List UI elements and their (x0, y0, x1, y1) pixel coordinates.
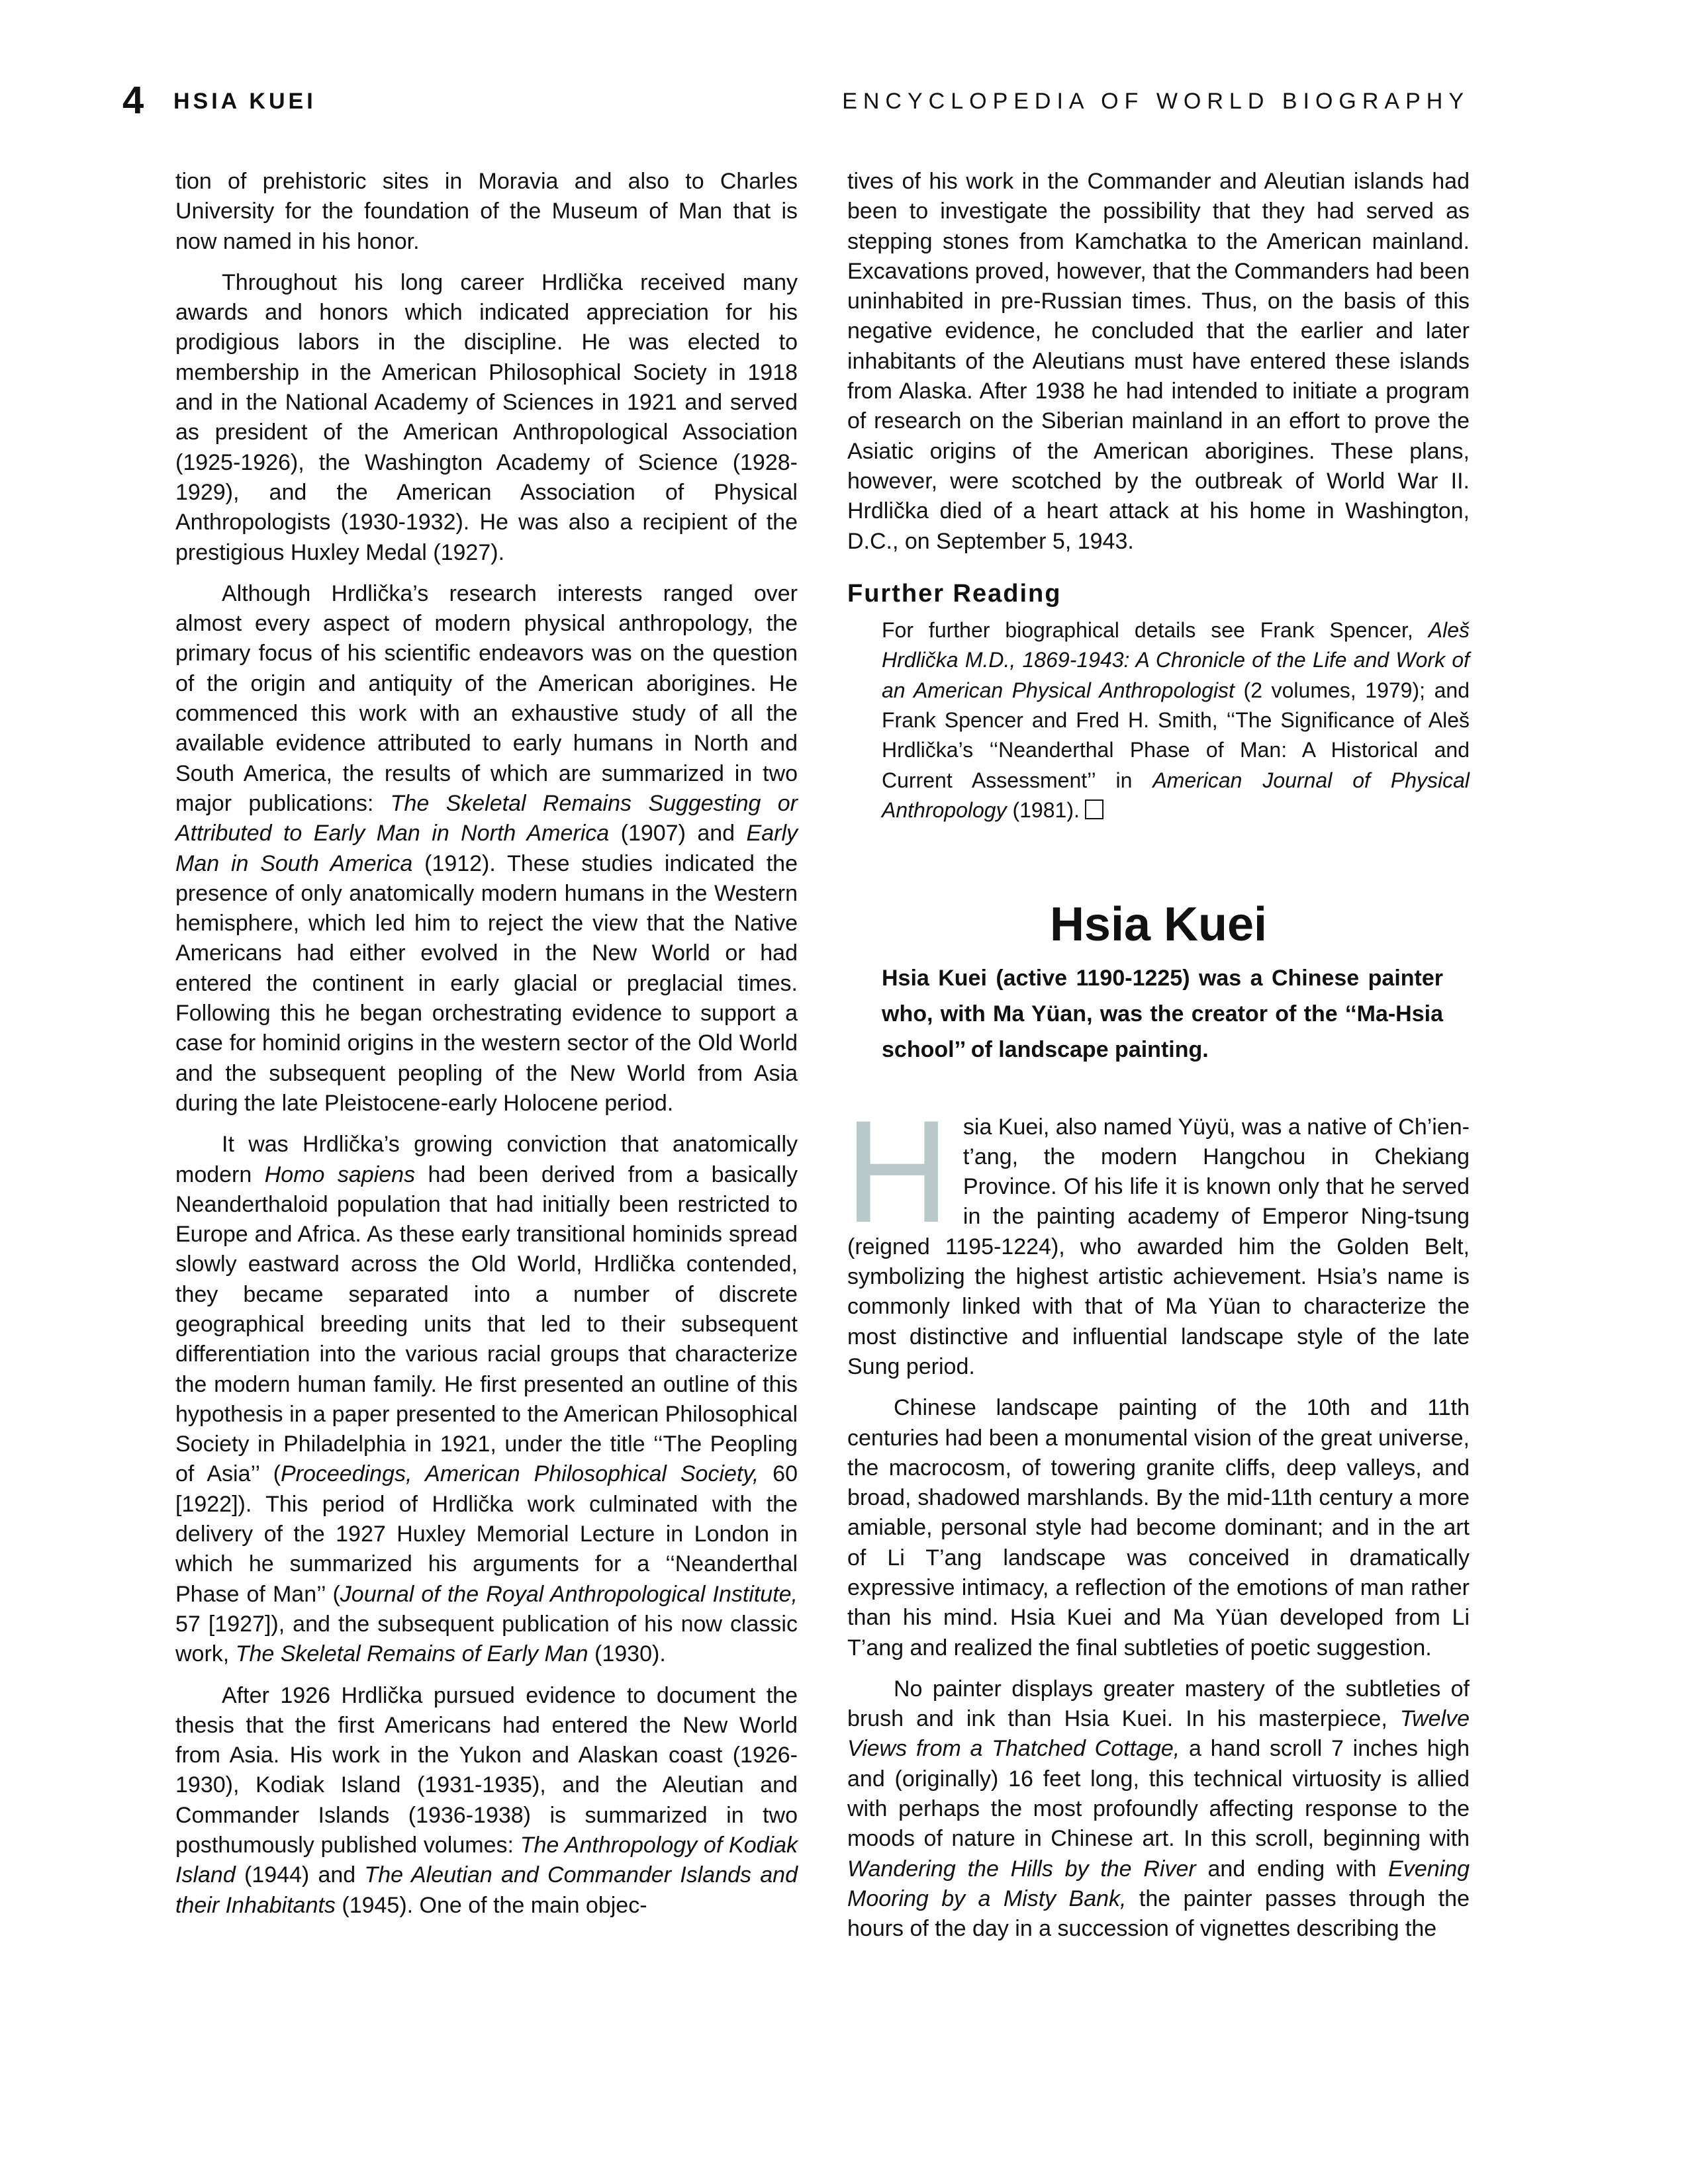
italic-title: Evening Mooring by a Misty Bank, (847, 1856, 1470, 1911)
text-run: For further biographical details see Frank Spencer, (882, 618, 1429, 643)
paragraph (175, 1681, 798, 1921)
end-of-article-box-icon (1085, 799, 1103, 819)
article-summary: Hsia Kuei (active 1190-1225) was a Chinese painter who, with Ma Yüan, was the creator of the ‘‘Ma-Hsia school’’ of landscape painting. (882, 965, 1443, 1062)
paragraph (847, 1393, 1470, 1663)
previous-article-continuation (847, 167, 1470, 557)
text-run: had been derived from a basically Neanderthaloid population that had initially been restricted to Europe and Africa. As these early transitional hominids spread slowly eastward across the Old World, Hrdlička contended, they became separated into a number of discrete geographical breeding units that led to their subsequent differentiation into the various racial groups that characterize the modern human family. He first presented an outline of this hypothesis in a paper presented to the American Philosophical Society in Philadelphia in 1921, under the title ‘‘The Peopling of Asia’’ ( (175, 1161, 798, 1487)
italic-title: Early Man in South America (175, 821, 798, 876)
text-run: tives of his work in the Commander and Aleutian islands had been to investigate the possibility that they had served as stepping stones from Kamchatka to the American mainland. Excavations proved, however, that the Commanders had been uninhabited in pre-Russian times. Thus, on the basis of this negative evidence, he concluded that the earlier and later inhabitants of the Aleutians must have entered these islands from Alaska. After 1938 he had intended to initiate a program of research on the Siberian mainland in an effort to prove the Asiatic origins of the American aborigines. These plans, however, were scotched by the outbreak of World War II. Hrdlička died of a heart attack at his home in Washington, D.C., on September 5, 1943. (847, 169, 1470, 554)
text-run: It was Hrdlička’s growing conviction that anatomically modern (175, 1132, 798, 1187)
drop-cap: H (845, 1089, 950, 1253)
article-title: Hsia Kuei (1049, 898, 1268, 952)
italic-title: The Skeletal Remains Suggesting or Attributed to Early Man in North America (175, 790, 798, 846)
text-run: tion of prehistoric sites in Moravia and also to Charles University for the foundation of the Museum of Man that is now named in his honor. (175, 169, 798, 254)
italic-title: The Skeletal Remains of Early Man (235, 1641, 588, 1667)
text-run: Although Hrdlička’s research interests ranged over almost every aspect of modern physical anthropology, the primary focus of his scientific endeavors was on the question of the origin and antiquity of the American aborigines. He commenced this work with an exhaustive study of all the available evidence attributed to early humans in North and South America, the results of which are summarized in two major publications: (175, 580, 798, 816)
text-run: a hand scroll 7 inches high and (originally) 16 feet long, this technical virtuosity is allied with perhaps the most profoundly affecting response to the moods of nature in Chinese art. In this scroll, beginning with (847, 1736, 1470, 1852)
text-run: and ending with (1196, 1856, 1389, 1882)
text-run: No painter displays greater mastery of the subtleties of brush and ink than Hsia Kuei. In his masterpiece, (847, 1676, 1470, 1732)
right-column (847, 167, 1470, 1956)
text-run: Throughout his long career Hrdlička received many awards and honors which indicated appreciation for his prodigious labors in the discipline. He was elected to membership in the American Philosophical Society in 1918 and in the National Academy of Sciences in 1921 and served as president of the American Anthropological Association (1925-1926), the Washington Academy of Science (1928-1929), and the American Association of Physical Anthropologists (1930-1932). He was also a recipient of the prestigious Huxley Medal (1927). (175, 269, 798, 565)
page-number: 4 (122, 79, 144, 122)
text-run: (1930). (588, 1641, 666, 1667)
italic-title: Twelve Views from a Thatched Cottage, (847, 1706, 1470, 1762)
running-title: HSIA KUEI (173, 89, 316, 114)
article-body (845, 1089, 1470, 1944)
italic-title: Aleš Hrdlička M.D., 1869-1943: A Chronicle of the Life and Work of an American Physical Anthropologist (882, 618, 1470, 702)
paragraph (175, 1130, 798, 1669)
text-run: (1907) and (609, 821, 747, 846)
paragraph (175, 579, 798, 1118)
text-run: (1981). (1006, 797, 1080, 822)
text-run: 57 [1927]), and the subsequent publication of his now classic work, (175, 1611, 798, 1667)
italic-title: American Journal of Physical Anthropology (882, 768, 1470, 822)
paragraph (847, 167, 1470, 557)
further-reading-heading: Further Reading (847, 579, 1062, 608)
text-run: After 1926 Hrdlička pursued evidence to document the thesis that the first Americans had entered the New World from Asia. His work in the Yukon and Alaskan coast (1926-1930), Kodiak Island (1931-1935), and the Aleutian and Commander Islands (1936-1938) is summarized in two posthumously published volumes: (175, 1682, 798, 1858)
italic-title: Wandering the Hills by the River (847, 1856, 1196, 1882)
text-run: (1944) and (235, 1862, 365, 1888)
italic-title: Homo sapiens (264, 1161, 416, 1187)
italic-title: The Aleutian and Commander Islands and their Inhabitants (175, 1862, 798, 1918)
text-run: Chinese landscape painting of the 10th and 11th centuries had been a monumental vision of the great universe, the macrocosm, of towering granite cliffs, deep valleys, and broad, shadowed marshlands. By the mid-11th century a more amiable, personal style had become dominant; and in the art of Li T’ang landscape was conceived in dramatically expressive intimacy, a reflection of the emotions of man rather than his mind. Hsia Kuei and Ma Yüan developed from Li T’ang and realized the final subtleties of poetic suggestion. (847, 1395, 1470, 1661)
text-run: (2 volumes, 1979); and Frank Spencer and Fred H. Smith, ‘‘The Significance of Aleš Hrdlička’s ‘‘Neanderthal Phase of Man: A Historical and Current Assessment’’ in (882, 678, 1470, 792)
paragraph (847, 1674, 1470, 1944)
paragraph (175, 268, 798, 568)
text-run: the painter passes through the hours of the day in a succession of vignettes describing the (847, 1886, 1470, 1942)
italic-title: Proceedings, American Philosophical Society, (280, 1461, 759, 1487)
italic-title: Journal of the Royal Anthropological Institute, (340, 1581, 798, 1607)
paragraph (175, 167, 798, 257)
text-run: (1912). These studies indicated the presence of only anatomically modern humans in the Western hemisphere, which led him to reject the view that the Native Americans had either evolved in the New World or had entered the continent in early glacial or preglacial times. Following this he began orchestrating evidence to support a case for hominid origins in the western sector of the Old World and the subsequent peopling of the New World from Asia during the late Pleistocene-early Holocene period. (175, 850, 798, 1116)
italic-title: The Anthropology of Kodiak Island (175, 1833, 798, 1888)
text-run: sia Kuei, also named Yüyü, was a native of Ch’ien-t’ang, the modern Hangchou in Chekiang Province. Of his life it is known only that he served in the painting academy of Emperor Ning-tsung (reigned 1195-1224), who awarded him the Golden Belt, symbolizing the highest artistic achievement. Hsia’s name is commonly linked with that of Ma Yüan to characterize the most distinctive and influential landscape style of the late Sung period. (847, 1114, 1470, 1379)
further-reading-text (847, 615, 1470, 825)
publication-title: ENCYCLOPEDIA OF WORLD BIOGRAPHY (842, 89, 1470, 114)
text-run: (1945). One of the main objec- (335, 1892, 647, 1918)
text-run: 60 [1922]). This period of Hrdlička work culminated with the delivery of the 1927 Huxley Memorial Lecture in London in which he summarized his arguments for a ‘‘Neanderthal Phase of Man’’ ( (175, 1461, 798, 1607)
left-column (175, 167, 798, 1932)
